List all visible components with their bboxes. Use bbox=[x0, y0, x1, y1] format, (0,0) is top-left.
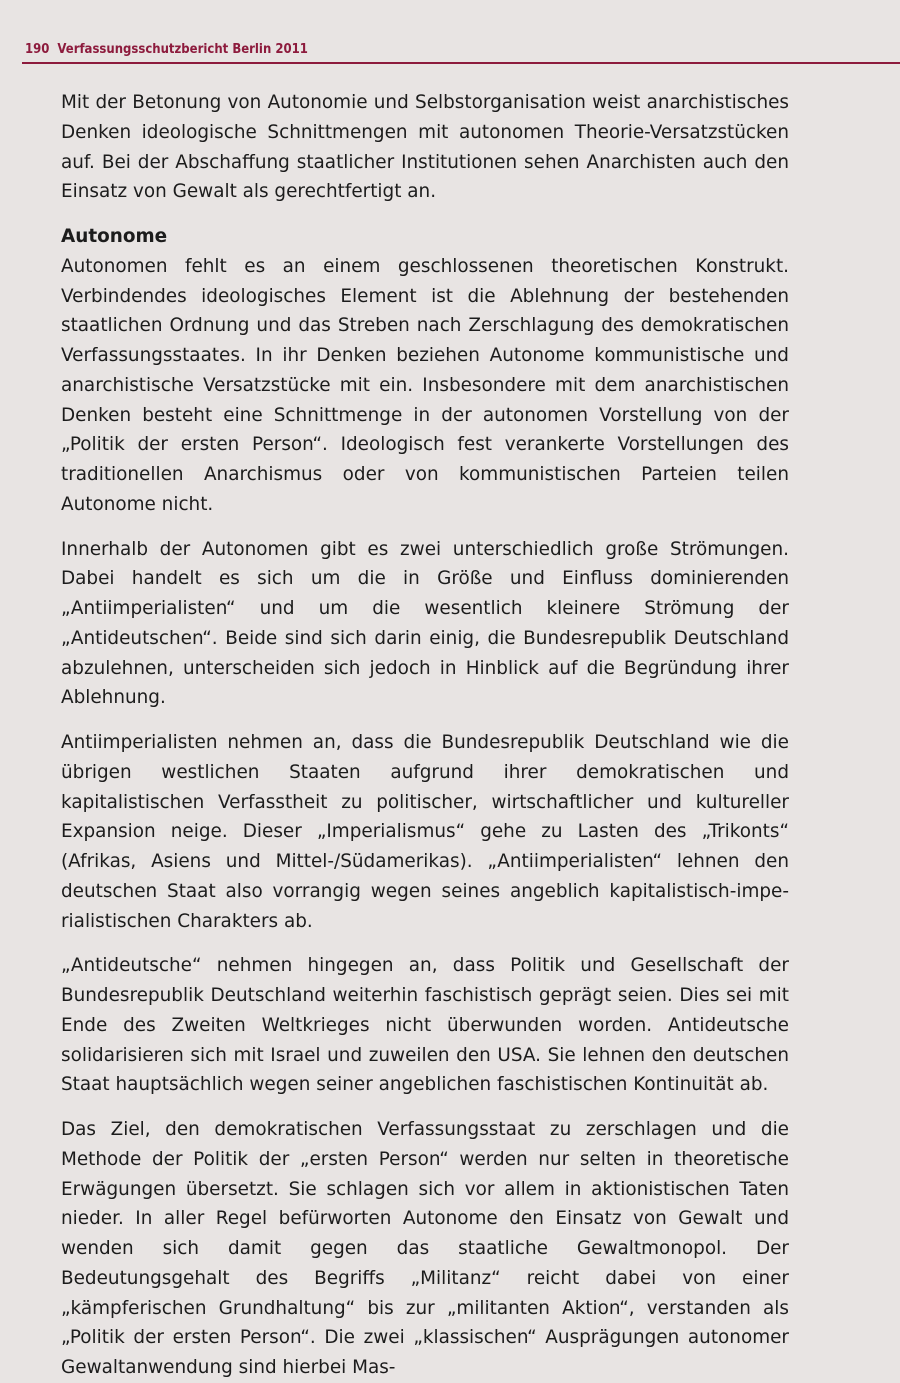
publication-title: Verfassungsschutzbericht Berlin 2011 bbox=[57, 42, 308, 57]
page-number: 190 bbox=[25, 42, 50, 57]
paragraph-stroemungen: Innerhalb der Autonomen gibt es zwei unterschiedlich große Strömungen. Dabei handelt es sich um die in Größe und Einfluss dominierenden „Antiimperialisten“ und um die wesentlich kleinere Strömung der „Antideutschen“. Beide sind sich darin einig, die Bundesrepublik Deutschland abzulehnen, unterscheiden sich jedoch in Hinblick auf die Begründung ihrer Ablehnung. bbox=[61, 538, 789, 709]
paragraph-antiimperialisten: Antiimperialisten nehmen an, dass die Bundesrepublik Deutschland wie die übrigen westlichen Staaten aufgrund ihrer demokratischen und kapitalistischen Verfasstheit zu politischer, wirtschaftlicher und kultureller Expansion neige. Dieser „Imperialismus“ gehe zu Lasten des „Trikonts“ (Afrikas, Asiens und Mittel-/Südamerikas). „Antiimperialisten“ lehnen den deutschen Staat also vorrangig wegen seines angeblich kapitalistisch-imperialistischen Charakters ab. bbox=[61, 732, 789, 932]
paragraph-antideutsche: „Antideutsche“ nehmen hingegen an, dass Politik und Gesellschaft der Bundesrepublik Deutschland weiterhin faschistisch geprägt seien. Dies sei mit Ende des Zweiten Weltkrieges nicht überwunden worden. Antideutsche solidarisieren sich mit Israel und zuweilen den USA. Sie lehnen den deutschen Staat hauptsächlich wegen seiner angeblichen faschistischen Kontinuität ab. bbox=[61, 955, 789, 1096]
paragraph-gewalt: Das Ziel, den demokratischen Verfassungsstaat zu zerschlagen und die Methode der Politik der „ersten Person“ werden nur selten in theoretische Erwägungen übersetzt. Sie schlagen sich vor allem in aktionistischen Taten nieder. In aller Regel befürworten Autonome den Einsatz von Gewalt und wenden sich damit gegen das staatliche Gewaltmonopol. Der Bedeutungsgehalt des Begriffs „Militanz“ reicht dabei von einer „kämpferischen Grundhaltung“ bis zur „militanten Aktion“, verstanden als „Politik der ersten Person“. Die zwei „klassischen“ Ausprägungen autonomer Gewaltanwendung sind hierbei Mas- bbox=[61, 1119, 789, 1378]
running-header bbox=[0, 38, 900, 66]
header-text bbox=[25, 42, 308, 57]
paragraph-anarchism: Mit der Betonung von Autonomie und Selbstorganisation weist anarchistisches Denken ideologische Schnittmengen mit autonomen Theorie-Versatzstücken auf. Bei der Abschaffung staatlicher Institutionen sehen Anarchisten auch den Einsatz von Gewalt als gerechtfertigt an. bbox=[61, 92, 789, 203]
page-body bbox=[61, 88, 789, 1383]
section-heading: Autonome bbox=[61, 226, 168, 247]
paragraph-autonome-intro: Autonomen fehlt es an einem geschlossenen theoretischen Konstrukt. Verbindendes ideologisches Element ist die Ablehnung der bestehenden staatlichen Ordnung und das Streben nach Zerschlagung des demokratischen Verfassungsstaates. In ihr Denken beziehen Autonome kommunistische und anarchistische Versatzstücke mit ein. Insbesondere mit dem anarchistischen Denken besteht eine Schnittmenge in der autonomen Vorstellung von der „Politik der ersten Person“. Ideologisch fest verankerte Vorstellungen des traditionellen Anarchismus oder von kommunistischen Parteien teilen Autonome nicht. bbox=[61, 255, 789, 515]
header-rule bbox=[22, 62, 900, 64]
